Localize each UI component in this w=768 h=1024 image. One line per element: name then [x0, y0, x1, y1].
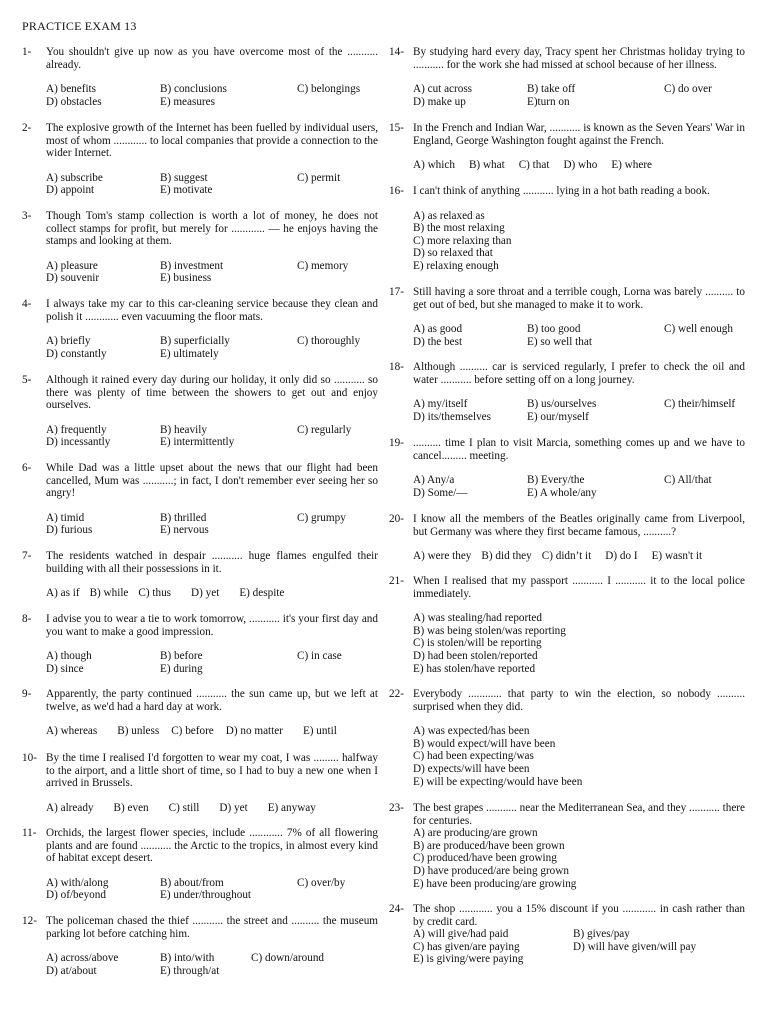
option-d[interactable]: D) souvenir: [46, 272, 100, 285]
option-e[interactable]: E) have been producing/are growing: [413, 877, 577, 890]
question-number: 24-: [389, 903, 404, 915]
option-d[interactable]: D) make up: [413, 95, 466, 108]
question-stem: While Dad was a little upset about the news that our flight had been cancelled, Mum was ...........; in fact, I don't remember ever seeing her so angry!: [46, 462, 378, 500]
option-c[interactable]: C) is stolen/will be reporting: [413, 637, 542, 650]
options: [413, 550, 745, 563]
option-a[interactable]: A) subscribe: [46, 171, 103, 184]
option-a[interactable]: A) briefly: [46, 335, 91, 348]
option-b[interactable]: B) unless: [117, 725, 160, 738]
option-e[interactable]: E) until: [302, 725, 337, 738]
option-b[interactable]: B) the most relaxing: [413, 222, 505, 235]
option-a[interactable]: A) are producing/are grown: [413, 827, 538, 840]
option-c[interactable]: C) regularly: [297, 423, 352, 436]
options: [413, 827, 745, 890]
option-d[interactable]: D) yet: [219, 801, 248, 814]
option-a[interactable]: A) frequently: [46, 423, 107, 436]
question-number: 7-: [22, 550, 32, 562]
question-number: 4-: [22, 298, 32, 310]
question-stem: The explosive growth of the Internet has been fuelled by individual users, most of whom ............ to local companies that provide a connection to the wider Internet.: [46, 122, 378, 160]
question-22: [389, 688, 745, 788]
question-14: [389, 46, 745, 108]
options: [46, 877, 378, 902]
question-stem: Everybody ............ that party to win the election, so nobody .......... surprised when they did.: [413, 688, 745, 713]
question-stem: The policeman chased the thief ........... the street and .......... the museum parking lot before catching him.: [46, 915, 378, 940]
option-a[interactable]: A) will give/had paid: [413, 928, 509, 941]
option-a[interactable]: A) as if: [46, 587, 80, 600]
option-a[interactable]: A) was expected/has been: [413, 725, 530, 738]
question-stem: Although .......... car is serviced regularly, I prefer to check the oil and water ........... before setting off on a long journey.: [413, 361, 745, 386]
option-a[interactable]: A) whereas: [46, 725, 98, 738]
option-a[interactable]: A) as relaxed as: [413, 209, 485, 222]
option-b[interactable]: B) too good: [527, 323, 581, 336]
option-c[interactable]: C) that: [518, 159, 550, 172]
options: [413, 612, 745, 675]
question-stem: Orchids, the largest flower species, include ............ 7% of all flowering plants and are found ........... the Arctic to the tropics, in almost every kind of habitat except desert.: [46, 827, 378, 865]
question-number: 20-: [389, 513, 404, 525]
question-17: [389, 286, 745, 348]
option-b[interactable]: B) take off: [527, 83, 576, 96]
question-stem: By the time I realised I'd forgotten to wear my coat, I was ......... halfway to the airport, and a little short of time, so I had to buy a new one when I arrived in Brussels.: [46, 752, 378, 790]
option-d[interactable]: D) at/about: [46, 964, 97, 977]
option-e[interactable]: E) A whole/any: [527, 486, 597, 499]
option-e[interactable]: E) despite: [239, 587, 285, 600]
option-b[interactable]: B) superficially: [160, 335, 230, 348]
option-d[interactable]: D) constantly: [46, 347, 107, 360]
options: [413, 210, 745, 273]
option-a[interactable]: A) across/above: [46, 952, 119, 965]
question-4: [22, 298, 378, 360]
question-stem: When I realised that my passport ........... I ........... it to the local police immediately.: [413, 575, 745, 600]
question-number: 16-: [389, 185, 404, 197]
question-stem: In the French and Indian War, ........... is known as the Seven Years' War in England, George Washington fought against the French.: [413, 122, 745, 147]
option-e[interactable]: E) will be expecting/would have been: [413, 775, 583, 788]
question-number: 3-: [22, 210, 32, 222]
option-b[interactable]: B) suggest: [160, 171, 208, 184]
option-b[interactable]: B) into/with: [160, 952, 215, 965]
question-1: [22, 46, 378, 108]
option-c[interactable]: C) didn’t it: [541, 550, 592, 563]
option-b[interactable]: B) Every/the: [527, 474, 585, 487]
option-d[interactable]: D) its/themselves: [413, 410, 491, 423]
option-e[interactable]: E) is giving/were paying: [413, 953, 524, 966]
options: [413, 398, 745, 423]
option-d[interactable]: D) since: [46, 662, 84, 675]
question-5: [22, 374, 378, 449]
option-c[interactable]: C) well enough: [664, 323, 733, 336]
option-e[interactable]: E) motivate: [160, 184, 213, 197]
question-3: [22, 210, 378, 285]
option-b[interactable]: B) about/from: [160, 876, 224, 889]
option-c[interactable]: C) produced/have been growing: [413, 852, 557, 865]
question-number: 17-: [389, 286, 404, 298]
options: [413, 474, 745, 499]
question-21: [389, 575, 745, 675]
option-b[interactable]: B) conclusions: [160, 83, 227, 96]
option-e[interactable]: E) intermittently: [160, 436, 235, 449]
question-number: 19-: [389, 437, 404, 449]
options: [46, 172, 378, 197]
option-b[interactable]: B) thrilled: [160, 511, 207, 524]
question-number: 9-: [22, 688, 32, 700]
option-d[interactable]: D) yet: [191, 587, 220, 600]
option-d[interactable]: D) will have given/will pay: [573, 940, 697, 953]
options: [413, 323, 745, 348]
option-b[interactable]: B) while: [89, 587, 129, 600]
option-b[interactable]: B) before: [160, 650, 203, 663]
option-d[interactable]: D) the best: [413, 335, 463, 348]
option-c[interactable]: C) All/that: [664, 474, 712, 487]
option-d[interactable]: D) Some/—: [413, 486, 468, 499]
question-2: [22, 122, 378, 197]
option-d[interactable]: D) furious: [46, 524, 93, 537]
options: [413, 83, 745, 108]
option-b[interactable]: B) what: [468, 159, 505, 172]
option-a[interactable]: A) though: [46, 650, 92, 663]
option-d[interactable]: D) expects/will have been: [413, 762, 530, 775]
option-e[interactable]: E) measures: [160, 95, 215, 108]
option-c[interactable]: C) has given/are paying: [413, 940, 520, 953]
option-a[interactable]: A) my/itself: [413, 398, 468, 411]
question-stem: Apparently, the party continued ........... the sun came up, but we left at twelve, as we'd had a hard day at work.: [46, 688, 378, 713]
option-e[interactable]: E) through/at: [160, 964, 220, 977]
question-11: [22, 827, 378, 902]
question-number: 6-: [22, 462, 32, 474]
option-a[interactable]: A) timid: [46, 511, 85, 524]
question-stem: Although it rained every day during our holiday, it only did so ........... so there was plenty of time between the showers to get out and enjoy ourselves.: [46, 374, 378, 412]
option-c[interactable]: C) over/by: [297, 876, 346, 889]
question-stem: By studying hard every day, Tracy spent her Christmas holiday trying to ........... for the work she had missed at school because of her illness.: [413, 46, 745, 71]
options: [46, 587, 378, 600]
question-18: [389, 361, 745, 423]
option-d[interactable]: D) do I: [605, 550, 638, 563]
option-c[interactable]: C) belongings: [297, 83, 361, 96]
question-number: 22-: [389, 688, 404, 700]
options: [46, 802, 378, 815]
question-stem: I know all the members of the Beatles originally came from Liverpool, but Germany was where they first became famous, ..........?: [413, 513, 745, 538]
option-a[interactable]: A) as good: [413, 323, 463, 336]
option-e[interactable]: E) our/myself: [527, 410, 589, 423]
question-20: [389, 513, 745, 563]
question-24: [389, 903, 745, 966]
question-stem: Still having a sore throat and a terrible cough, Lorna was barely .......... to get out of bed, but she managed to make it to work.: [413, 286, 745, 311]
options: [413, 928, 745, 966]
options: [46, 335, 378, 360]
option-e[interactable]: E) so well that: [527, 335, 592, 348]
question-number: 1-: [22, 46, 32, 58]
option-e[interactable]: E) relaxing enough: [413, 259, 499, 272]
option-a[interactable]: A) already: [46, 801, 94, 814]
option-d[interactable]: D) of/beyond: [46, 889, 106, 902]
question-stem: .......... time I plan to visit Marcia, something comes up and we have to cancel......... meeting.: [413, 437, 745, 462]
question-7: [22, 550, 378, 600]
option-c[interactable]: C) do over: [664, 83, 712, 96]
options: [46, 512, 378, 537]
question-23: [389, 802, 745, 890]
option-b[interactable]: B) gives/pay: [573, 928, 630, 941]
option-e[interactable]: E) anyway: [267, 801, 316, 814]
option-c[interactable]: C) down/around: [251, 952, 325, 965]
option-a[interactable]: A) with/along: [46, 876, 109, 889]
question-stem: The residents watched in despair ........... huge flames engulfed their building with all their possessions in it.: [46, 550, 378, 575]
option-e[interactable]: E) where: [611, 159, 653, 172]
question-8: [22, 613, 378, 675]
question-stem: The shop ............ you a 15% discount if you ............ in cash rather than by credit card.: [413, 903, 745, 928]
question-number: 23-: [389, 802, 404, 814]
question-15: [389, 122, 745, 172]
option-c[interactable]: C) thoroughly: [297, 335, 361, 348]
option-a[interactable]: A) cut across: [413, 83, 473, 96]
option-b[interactable]: B) investment: [160, 259, 224, 272]
option-d[interactable]: D) who: [563, 159, 598, 172]
options: [46, 83, 378, 108]
option-a[interactable]: A) pleasure: [46, 259, 98, 272]
question-number: 2-: [22, 122, 32, 134]
option-c[interactable]: C) thus: [138, 587, 172, 600]
question-number: 15-: [389, 122, 404, 134]
option-e[interactable]: E) under/throughout: [160, 889, 252, 902]
option-a[interactable]: A) benefits: [46, 83, 97, 96]
question-stem: The best grapes ........... near the Mediterranean Sea, and they ........... there for centuries.: [413, 802, 745, 827]
option-d[interactable]: D) incessantly: [46, 436, 111, 449]
question-10: [22, 752, 378, 814]
question-stem: I advise you to wear a tie to work tomorrow, ........... it's your first day and you want to make a good impression.: [46, 613, 378, 638]
option-a[interactable]: A) was stealing/had reported: [413, 612, 542, 625]
options: [46, 650, 378, 675]
option-d[interactable]: D) obstacles: [46, 95, 102, 108]
question-stem: You shouldn't give up now as you have overcome most of the ........... already.: [46, 46, 378, 71]
option-b[interactable]: B) did they: [481, 550, 532, 563]
option-b[interactable]: B) heavily: [160, 423, 207, 436]
option-e[interactable]: E)turn on: [527, 95, 570, 108]
question-number: 12-: [22, 915, 37, 927]
options: [46, 424, 378, 449]
page-title: PRACTICE EXAM 13: [22, 19, 137, 33]
options: [46, 260, 378, 285]
option-c[interactable]: C) had been expecting/was: [413, 750, 534, 763]
options: [413, 725, 745, 788]
question-6: [22, 462, 378, 537]
question-number: 14-: [389, 46, 404, 58]
option-a[interactable]: A) which: [413, 159, 455, 172]
question-12: [22, 915, 378, 977]
question-stem: Though Tom's stamp collection is worth a lot of money, he does not collect stamps for profit, but merely for ............ — he enjoys having the stamps and looking at them.: [46, 210, 378, 248]
option-d[interactable]: D) no matter: [225, 725, 283, 738]
option-e[interactable]: E) nervous: [160, 524, 209, 537]
option-b[interactable]: B) was being stolen/was reporting: [413, 624, 566, 637]
question-number: 8-: [22, 613, 32, 625]
option-e[interactable]: E) has stolen/have reported: [413, 662, 536, 675]
option-b[interactable]: B) would expect/will have been: [413, 737, 556, 750]
option-c[interactable]: C) before: [171, 725, 214, 738]
option-e[interactable]: E) business: [160, 272, 212, 285]
option-c[interactable]: C) still: [168, 801, 200, 814]
question-19: [389, 437, 745, 499]
option-e[interactable]: E) during: [160, 662, 203, 675]
question-stem: I always take my car to this car-cleaning service because they clean and polish it ............ even vacuuming the floor mats.: [46, 298, 378, 323]
option-c[interactable]: C) memory: [297, 259, 349, 272]
question-number: 5-: [22, 374, 32, 386]
option-b[interactable]: B) even: [113, 801, 149, 814]
options: [413, 159, 745, 172]
question-number: 10-: [22, 752, 37, 764]
option-e[interactable]: E) ultimately: [160, 347, 219, 360]
question-16: [389, 185, 745, 273]
option-d[interactable]: D) appoint: [46, 184, 95, 197]
option-d[interactable]: D) had been stolen/reported: [413, 649, 538, 662]
question-number: 18-: [389, 361, 404, 373]
option-d[interactable]: D) so relaxed that: [413, 247, 493, 260]
question-stem: I can't think of anything ........... lying in a hot bath reading a book.: [413, 185, 710, 197]
question-number: 11-: [22, 827, 37, 839]
option-c[interactable]: C) grumpy: [297, 511, 346, 524]
option-c[interactable]: C) their/himself: [664, 398, 736, 411]
options: [46, 952, 378, 977]
question-9: [22, 688, 378, 738]
option-a[interactable]: A) were they: [413, 550, 472, 563]
option-c[interactable]: C) permit: [297, 171, 341, 184]
option-d[interactable]: D) have produced/are being grown: [413, 864, 569, 877]
option-b[interactable]: B) are produced/have been grown: [413, 839, 565, 852]
option-c[interactable]: C) more relaxing than: [413, 234, 512, 247]
option-a[interactable]: A) Any/a: [413, 474, 455, 487]
option-c[interactable]: C) in case: [297, 650, 342, 663]
option-e[interactable]: E) wasn't it: [651, 550, 703, 563]
option-b[interactable]: B) us/ourselves: [527, 398, 597, 411]
options: [46, 725, 378, 738]
question-number: 21-: [389, 575, 404, 587]
